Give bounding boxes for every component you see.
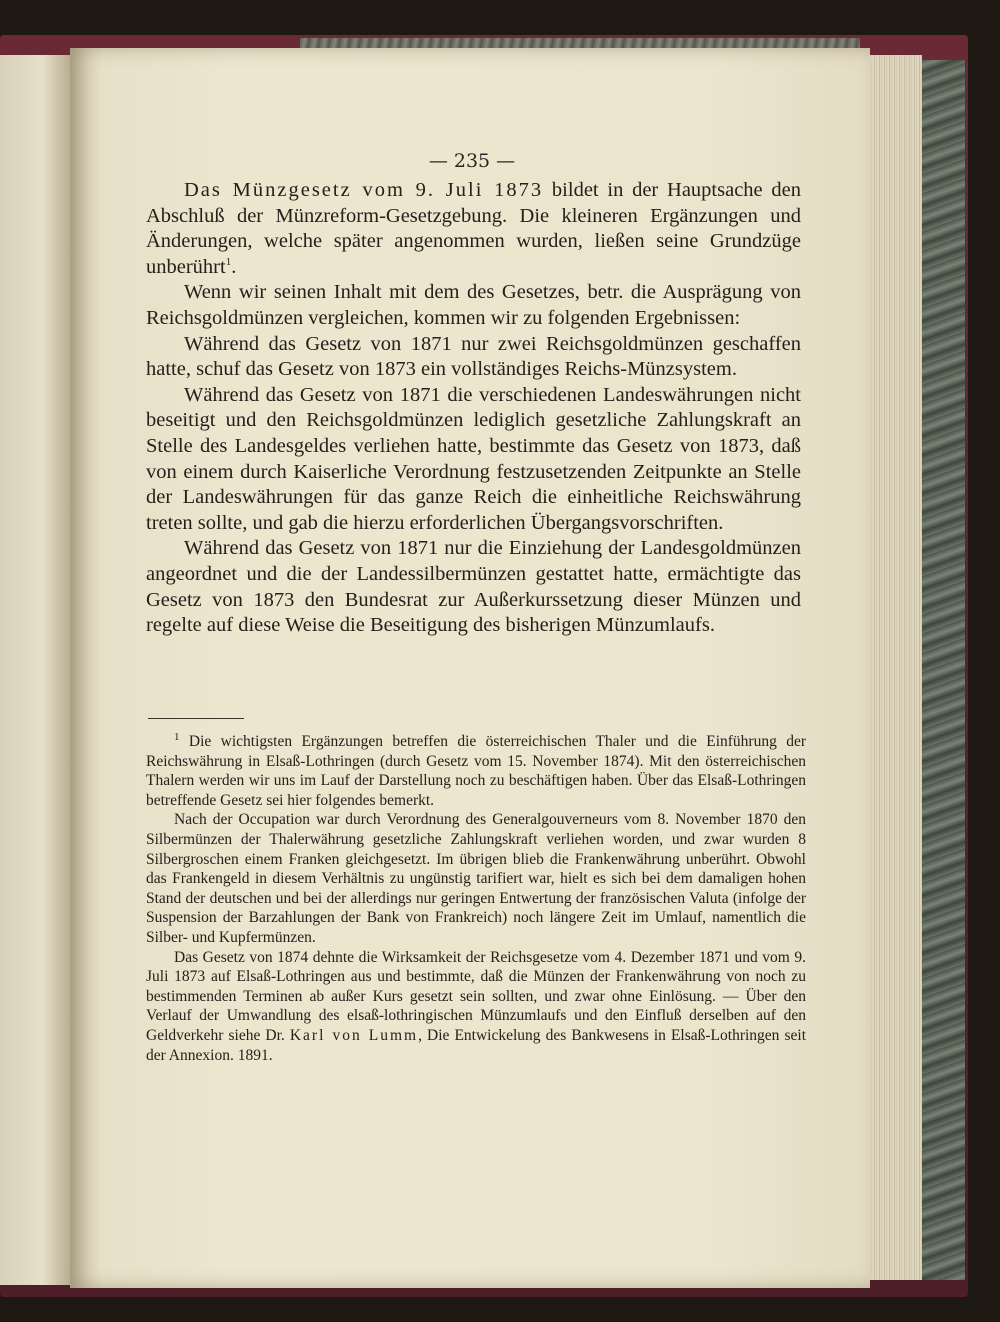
footnote-paragraph-3-text: Das Gesetz von 1874 dehnte die Wirksamkeit der Reichsgesetze vom 4. Dezember 1871 und vom 9. Juli 1873 auf Elsaß-Lothringen aus und bestimmte, daß die Münzen der Frankenwährung von noch zu bestimmenden Terminen ab außer Kurs gesetzt sein sollten, und zwar ohne Einlösung. — Über den Verlauf der Umwandlung des elsaß-lothringischen Münzumlaufs und den Einfluß derselben auf den Geldverkehr siehe Dr. — [146, 948, 806, 1044]
footnote-divider — [148, 718, 244, 719]
footnote-1-mark: 1 — [174, 730, 180, 743]
footnotes — [146, 732, 806, 1065]
paragraph-4: Während das Gesetz von 1871 die verschiedenen Landeswährungen nicht beseitigt und den Reichsgoldmünzen lediglich gesetzliche Zahlungskraft an Stelle des Landesgeldes verliehen hatte, bestimmte das Gesetz von 1873, daß von einem durch Kaiserliche Verordnung festzusetzenden Zeitpunkte an Stelle der Landeswährungen für das ganze Reich die einheitliche Reichswährung treten sollte, und gab die hierzu erforderlichen Übergangsvorschriften. — [146, 383, 801, 534]
footnote-author: Karl von Lumm — [289, 1026, 419, 1044]
paragraph-1-text: bildet in der Hauptsache den Abschluß der Münzreform-Gesetzgebung. Die kleineren Ergänzungen und Änderungen, welche später angenommen wurden, ließen seine Grundzüge unberührt — [146, 179, 801, 278]
footnote-paragraph-2: Nach der Occupation war durch Verordnung des Generalgouverneurs vom 8. November 1870 den Silbermünzen der Thalerwährung gesetzliche Zahlungskraft verliehen worden, und zwar wurden 8 Silbergroschen einem Franken gleichgesetzt. Im übrigen blieb die Frankenwährung unberührt. Obwohl das Frankengeld in diesem Verhältnis zu ungünstig tarifiert war, hielt es sich bei dem damaligen hohen Stand der deutschen und bei der allerdings nur geringen Entwertung der französischen Valuta (infolge der Suspension der Barzahlungen der Bank von Frankreich) noch längere Zeit im Umlauf, namentlich die Silber- und Kupfermünzen. — [146, 811, 806, 946]
paragraph-1-lead: Das Münzgesetz vom 9. Juli 1873 — [184, 179, 544, 201]
book-page — [70, 48, 870, 1288]
main-text — [146, 178, 801, 639]
left-page-edge — [0, 55, 70, 1285]
footnote-1-text: Die wichtigsten Ergänzungen betreffen die österreichischen Thaler und die Einführung der Reichswährung in Elsaß-Lothringen (durch Gesetz vom 15. November 1874). Mit den österreichischen Thalern werden wir uns im Lauf der Darstellung noch zu beschäftigen haben. Über das Elsaß-Lothringen betreffende Gesetz sei hier folgendes bemerkt. — [146, 733, 806, 809]
footnote-paragraph-3-tail: , Die Entwickelung des Bankwesens in Elsaß-Lothringen seit der Annexion. 1891. — [146, 1026, 807, 1064]
paragraph-3: Während das Gesetz von 1871 nur zwei Reichsgoldmünzen geschaffen hatte, schuf das Gesetz von 1873 ein vollständiges Reichs-Münzsystem. — [146, 332, 801, 381]
paragraph-5: Während das Gesetz von 1871 nur die Einziehung der Landesgoldmünzen angeordnet und die der Landessilbermünzen gestattet hatte, ermächtigte das Gesetz von 1873 den Bundesrat zur Außerkurssetzung dieser Münzen und regelte auf diese Weise die Beseitigung des bisherigen Münzumlaufs. — [146, 537, 801, 637]
paragraph-1-tail: . — [231, 255, 237, 278]
page-number: — 235 — — [428, 150, 516, 172]
paragraph-1 — [146, 178, 801, 280]
paragraph-2: Wenn wir seinen Inhalt mit dem des Gesetzes, betr. die Ausprägung von Reichsgoldmünzen vergleichen, kommen wir zu folgenden Ergebnissen: — [146, 281, 801, 329]
footnote-mark-1[interactable]: 1 — [225, 255, 232, 268]
footnote-paragraph-3 — [146, 948, 806, 1066]
cover-marble-edge — [920, 60, 965, 1280]
footnote-1 — [146, 732, 806, 810]
